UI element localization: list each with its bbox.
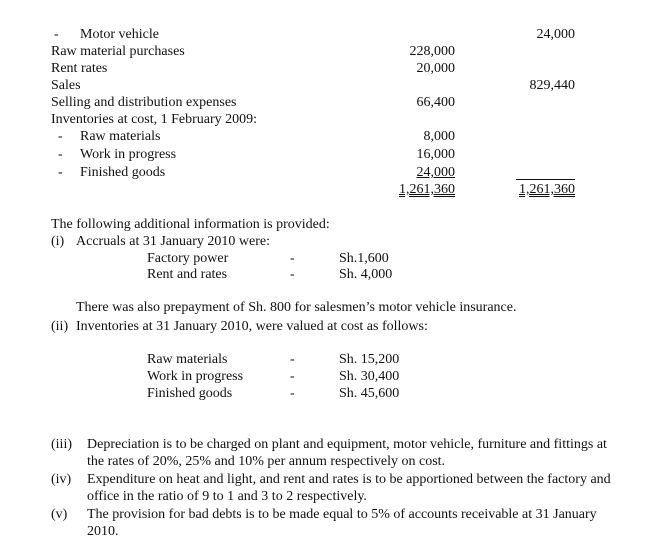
inventory-value: Sh. 15,200 (339, 352, 400, 367)
row-label: Raw materials (80, 129, 161, 144)
row-credit: 24,000 (536, 27, 575, 42)
row-dash: - (58, 129, 63, 144)
row-credit: 829,440 (529, 78, 575, 93)
accrual-label: Factory power (147, 251, 229, 266)
inventory-value: Sh. 30,400 (339, 369, 400, 384)
row-label: Selling and distribution expenses (51, 95, 237, 110)
inventory-value: Sh. 45,600 (339, 386, 400, 401)
accrual-value: Sh.1,600 (339, 251, 389, 266)
row-label: Inventories at cost, 1 February 2009: (51, 112, 258, 127)
item-label: (ii) (51, 319, 69, 334)
row-label: Motor vehicle (80, 27, 159, 42)
item-text: Accruals at 31 January 2010 were: (76, 234, 270, 249)
note-label: (v) (51, 507, 68, 522)
inventory-dash: - (290, 352, 295, 367)
inventory-label: Finished goods (147, 386, 233, 401)
inventory-dash: - (290, 369, 295, 384)
total-debit: 1,261,360 (399, 182, 455, 197)
row-debit: 16,000 (416, 147, 455, 162)
row-debit: 20,000 (416, 61, 455, 76)
row-dash: - (58, 165, 63, 180)
note-text: Depreciation is to be charged on plant and equipment, motor vehicle, furniture and fittings at the rates of 20%, 25% and 10% per annum respectively on cost. (87, 437, 607, 469)
intro-text: The following additional information is provided: (51, 217, 330, 232)
prepayment-text: There was also prepayment of Sh. 800 for salesmen’s motor vehicle insurance. (76, 300, 517, 315)
row-label: Sales (51, 78, 81, 93)
accrual-dash: - (290, 251, 295, 266)
note-text: Expenditure on heat and light, and rent and rates is to be apportioned between the factory and office in the ratio of 9 to 1 and 3 to 2 respectively. (87, 472, 611, 504)
row-debit: 228,000 (409, 44, 455, 59)
total-credit: 1,261,360 (519, 182, 575, 197)
item-text: Inventories at 31 January 2010, were valued at cost as follows: (76, 319, 428, 334)
credit-rule (516, 179, 575, 180)
row-label: Work in progress (80, 147, 177, 162)
row-label: Rent rates (51, 61, 108, 76)
row-debit: 24,000 (416, 165, 455, 180)
accrual-label: Rent and rates (147, 267, 228, 282)
row-dash: - (58, 147, 63, 162)
inventory-dash: - (290, 386, 295, 401)
row-debit: 66,400 (416, 95, 455, 110)
row-label: Finished goods (80, 165, 166, 180)
row-dash: - (54, 27, 59, 42)
accrual-value: Sh. 4,000 (339, 267, 393, 282)
note-label: (iii) (51, 437, 72, 452)
accrual-dash: - (290, 267, 295, 282)
inventory-label: Raw materials (147, 352, 228, 367)
note-label: (iv) (51, 472, 72, 487)
row-debit: 8,000 (423, 129, 455, 144)
item-label: (i) (51, 234, 65, 249)
inventory-label: Work in progress (147, 369, 244, 384)
note-text: The provision for bad debts is to be made equal to 5% of accounts receivable at 31 January 2010. (87, 507, 597, 539)
row-label: Raw material purchases (51, 44, 185, 59)
